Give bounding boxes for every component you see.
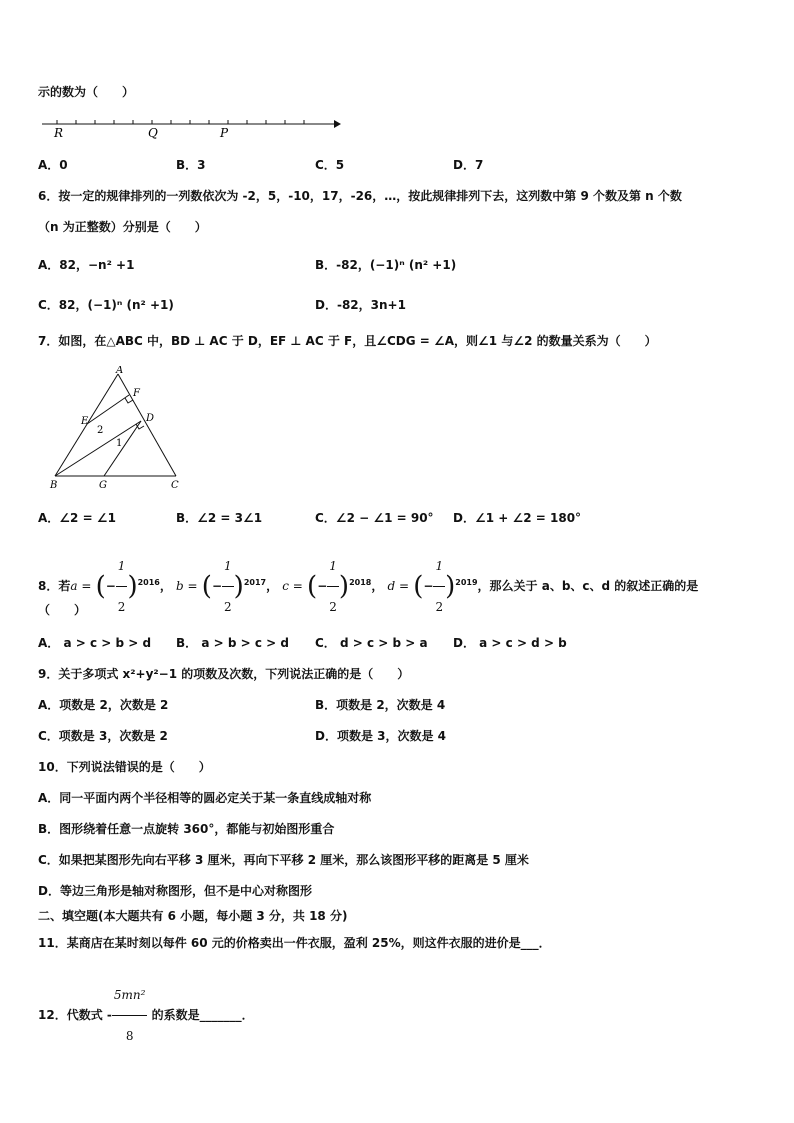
q7-option-c[interactable]: C．∠2 − ∠1 = 90° bbox=[315, 511, 434, 525]
q10-stem: 10．下列说法错误的是（ ） bbox=[38, 760, 211, 774]
q8-fraction-c: $\frac{1}{2}$ bbox=[327, 546, 339, 627]
number-line-ticks bbox=[57, 120, 304, 124]
q8-fraction-b: $\frac{1}{2}$ bbox=[222, 546, 234, 627]
q8-option-d[interactable]: D． a > c > d > b bbox=[453, 636, 567, 650]
q8-a-label: a = bbox=[70, 579, 92, 593]
q8-exp-c: 2018 bbox=[349, 578, 372, 587]
q11-stem: 11．某商店在某时刻以每件 60 元的价格卖出一件衣服，盈利 25%，则这件衣服的进价是___． bbox=[38, 936, 551, 950]
q10-option-a[interactable]: A．同一平面内两个半径相等的圆必定关于某一条直线成轴对称 bbox=[38, 791, 372, 805]
q6-stem-line1: 6．按一定的规律排列的一列数依次为 -2，5，-10，17，-26，…，按此规律排列下去，这列数中第 9 个数及第 n 个数 bbox=[38, 189, 682, 203]
q12-tail: 的系数是_______． bbox=[151, 1008, 254, 1022]
q9-stem: 9．关于多项式 x²+y²−1 的项数及次数，下列说法正确的是（ ） bbox=[38, 667, 410, 681]
section-2-heading: 二、填空题(本大题共有 6 小题，每小题 3 分，共 18 分) bbox=[38, 909, 348, 923]
q9-option-a[interactable]: A．项数是 2，次数是 2 bbox=[38, 698, 169, 712]
q8-c-label: c = bbox=[282, 579, 303, 593]
q9-option-c[interactable]: C．项数是 3，次数是 2 bbox=[38, 729, 168, 743]
number-line-arrow bbox=[334, 120, 341, 128]
q12-fraction: $\frac{\text{5mn²}}{8}$ bbox=[112, 975, 148, 1056]
vertex-c: C bbox=[171, 480, 179, 491]
q7-option-a[interactable]: A．∠2 = ∠1 bbox=[38, 511, 116, 525]
q8-tail: ，那么关于 a、b、c、d 的叙述正确的是 bbox=[477, 579, 699, 593]
q8-exp-d: 2019 bbox=[455, 578, 478, 587]
q8-option-b[interactable]: B． a > b > c > d bbox=[176, 636, 289, 650]
vertex-a: A bbox=[116, 366, 124, 376]
q5-option-d[interactable]: D．7 bbox=[453, 158, 484, 172]
q7-option-b[interactable]: B．∠2 = 3∠1 bbox=[176, 511, 263, 525]
q8-option-c[interactable]: C． d > c > b > a bbox=[315, 636, 428, 650]
q7-option-d[interactable]: D．∠1 + ∠2 = 180° bbox=[453, 511, 582, 525]
vertex-b: B bbox=[50, 480, 58, 491]
q12-lead: 12．代数式 - bbox=[38, 1008, 112, 1022]
q8-stem: 8．若a = (− $\frac{1}{2}$ )$^{2016}$， b = (− $\frac{1}{2}$ )$^{2017}$， c = (− $\frac{1}{2}$ )$^{2018}$， d = (− $\frac{1}{2}$ )$^{2019}$，那么关于 a、b、c、d 的叙述正确的是 bbox=[38, 546, 698, 627]
number-line-figure bbox=[38, 112, 343, 142]
vertex-g: G bbox=[99, 480, 107, 491]
q9-option-d[interactable]: D．项数是 3，次数是 4 bbox=[315, 729, 447, 743]
right-angle-d bbox=[136, 424, 144, 429]
q8-exp-b: 2017 bbox=[243, 578, 267, 587]
q7-stem: 7．如图，在△ABC 中，BD ⊥ AC 于 D，EF ⊥ AC 于 F，且∠CDG = ∠A，则∠1 与∠2 的数量关系为（ ） bbox=[38, 334, 657, 348]
side-ac bbox=[118, 374, 176, 476]
q5-option-b[interactable]: B．3 bbox=[176, 158, 206, 172]
q8-lead: 8．若 bbox=[38, 579, 71, 593]
point-label-r: R bbox=[54, 126, 64, 140]
q8-fraction-a: $\frac{1}{2}$ bbox=[116, 546, 128, 627]
segment-ef bbox=[87, 395, 129, 424]
q6-option-c[interactable]: C．82，(−1)ⁿ (n² +1) bbox=[38, 298, 174, 312]
q10-option-b[interactable]: B．图形绕着任意一点旋转 360°，都能与初始图形重合 bbox=[38, 822, 335, 836]
q6-option-b[interactable]: B．-82，(−1)ⁿ (n² +1) bbox=[315, 258, 457, 272]
q5-option-a[interactable]: A．0 bbox=[38, 158, 68, 172]
q8-answer-paren: （ ） bbox=[38, 603, 87, 617]
q6-option-a[interactable]: A．82，−n² +1 bbox=[38, 258, 135, 272]
vertex-e: E bbox=[81, 416, 89, 427]
q10-option-d[interactable]: D．等边三角形是轴对称图形，但不是中心对称图形 bbox=[38, 884, 312, 898]
q8-fraction-d: $\frac{1}{2}$ bbox=[433, 546, 445, 627]
q12-stem bbox=[38, 975, 254, 1056]
point-label-p: P bbox=[220, 126, 229, 140]
angle-label-2: 2 bbox=[97, 425, 104, 436]
segment-dg bbox=[104, 421, 141, 476]
q8-d-label: d = bbox=[387, 579, 410, 593]
q8-b-label: b = bbox=[176, 579, 198, 593]
q10-option-c[interactable]: C．如果把某图形先向右平移 3 厘米，再向下平移 2 厘米，那么该图形平移的距离是 5 厘米 bbox=[38, 853, 529, 867]
q9-option-b[interactable]: B．项数是 2，次数是 4 bbox=[315, 698, 446, 712]
vertex-f: F bbox=[133, 388, 140, 399]
vertex-d: D bbox=[146, 413, 155, 424]
point-label-q: Q bbox=[148, 126, 158, 140]
triangle-figure bbox=[46, 366, 186, 492]
q8-option-a[interactable]: A． a > c > b > d bbox=[38, 636, 152, 650]
q5-option-c[interactable]: C．5 bbox=[315, 158, 345, 172]
q8-exp-a: 2016 bbox=[137, 578, 160, 587]
angle-label-1: 1 bbox=[116, 438, 123, 449]
q5-stem-tail: 示的数为（ ） bbox=[38, 85, 135, 99]
q6-option-d[interactable]: D．-82，3n+1 bbox=[315, 298, 406, 312]
q6-stem-line2: （n 为正整数）分别是（ ） bbox=[38, 220, 207, 234]
